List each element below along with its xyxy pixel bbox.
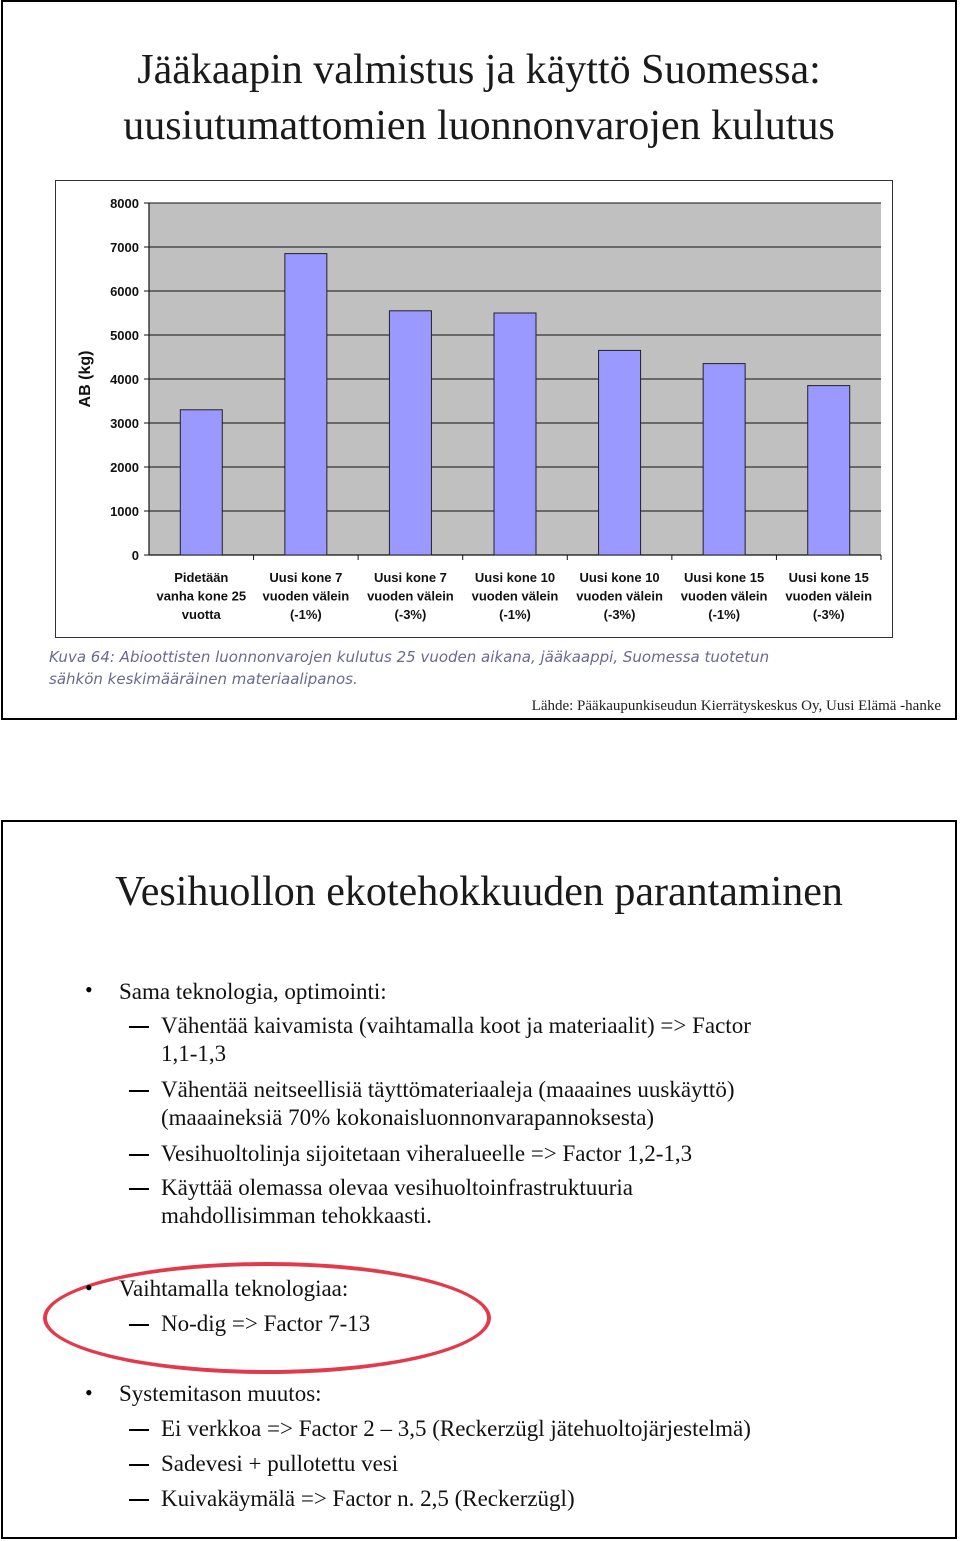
- x-tick-label: vuoden välein: [262, 588, 350, 604]
- dash-icon: [129, 1026, 149, 1028]
- x-tick-label: vuoden välein: [576, 588, 663, 604]
- y-tick-label: 5000: [110, 328, 139, 343]
- y-tick-label: 7000: [110, 240, 139, 255]
- bullet-item-3: Systemitason muutos:: [119, 1381, 322, 1406]
- sub-item-line: Käyttää olemassa olevaa vesihuoltoinfrastruktuuria: [161, 1175, 633, 1200]
- y-tick-label: 8000: [110, 196, 139, 211]
- x-tick-label: (-1%): [499, 607, 531, 622]
- bar: [599, 350, 641, 555]
- x-tick-label: (-3%): [812, 607, 845, 622]
- slide-1: [1, 0, 957, 720]
- slide-2: [1, 820, 957, 1539]
- sub-item-line: Vähentää neitseellisiä täyttömateriaaleja (maaaines uuskäyttö): [161, 1077, 735, 1102]
- slide-1-title-line-1: Jääkaapin valmistus ja käyttö Suomessa:: [137, 47, 821, 93]
- x-tick-label: vuoden välein: [471, 588, 559, 604]
- bullet-item-1: Sama teknologia, optimointi:: [119, 979, 387, 1004]
- x-tick-label: vuoden välein: [680, 588, 768, 604]
- x-tick-label: (-3%): [394, 607, 427, 622]
- x-tick-label: Uusi kone 10: [579, 570, 660, 585]
- dash-icon: [129, 1154, 149, 1156]
- y-tick-label: 0: [131, 548, 139, 563]
- bullet-icon: •: [85, 977, 93, 1002]
- sub-item-line: Kuivakäymälä => Factor n. 2,5 (Reckerzügl): [161, 1486, 575, 1511]
- y-tick-label: 1000: [110, 504, 139, 519]
- x-tick-label: Uusi kone 7: [269, 570, 343, 585]
- sub-item-1-3: [161, 1140, 861, 1168]
- bar: [285, 254, 327, 555]
- x-tick-label: Pidetään: [174, 570, 229, 585]
- bullet-icon: •: [85, 1380, 93, 1405]
- dash-icon: [129, 1499, 149, 1501]
- dash-icon: [129, 1090, 149, 1092]
- sub-item-1-1: [161, 1012, 861, 1068]
- x-tick-label: vuoden välein: [785, 588, 873, 604]
- sub-item-line: Sadevesi + pullotettu vesi: [161, 1451, 399, 1476]
- x-tick-label: vuoden välein: [367, 588, 454, 604]
- x-tick-label: Uusi kone 10: [474, 570, 556, 585]
- sub-item-1-4: [161, 1174, 861, 1230]
- x-tick-label: Uusi kone 15: [684, 570, 765, 585]
- source-note: Lähde: Pääkaupunkiseudun Kierrätyskeskus Oy, Uusi Elämä -hanke: [531, 698, 941, 714]
- sub-item-line: (maaaineksiä 70% kokonaisluonnonvarapannoksesta): [161, 1105, 655, 1130]
- sub-item-line: 1,1-1,3: [161, 1041, 227, 1066]
- bar: [703, 364, 745, 555]
- sub-item-line: Ei verkkoa => Factor 2 – 3,5 (Reckerzügl jätehuoltojärjestelmä): [161, 1416, 751, 1441]
- y-axis-title: AB (kg): [77, 350, 94, 408]
- dash-icon: [129, 1429, 149, 1431]
- bar: [494, 313, 536, 555]
- bar: [180, 410, 222, 555]
- sub-item-line: mahdollisimman tehokkaasti.: [161, 1203, 432, 1228]
- sub-item-2-1: [161, 1310, 861, 1338]
- bar: [389, 311, 431, 555]
- bullet-icon: •: [85, 1275, 93, 1300]
- slide-2-title: Vesihuollon ekotehokkuuden parantaminen: [115, 869, 843, 915]
- slide-1-title: [3, 42, 955, 154]
- dash-icon: [129, 1188, 149, 1190]
- caption-line-1: Kuva 64: Abioottisten luonnonvarojen kulutus 25 vuoden aikana, jääkaappi, Suomessa tuotetun: [49, 648, 770, 666]
- x-tick-label: (-3%): [603, 607, 636, 622]
- x-tick-label: Uusi kone 7: [373, 570, 447, 585]
- sub-item-line: Vähentää kaivamista (vaihtamalla koot ja materiaalit) => Factor: [161, 1013, 751, 1038]
- y-tick-label: 4000: [110, 372, 139, 387]
- sub-item-3-3: [161, 1485, 861, 1513]
- bar-chart: [56, 181, 892, 637]
- sub-item-3-2: [161, 1450, 861, 1478]
- y-tick-label: 3000: [110, 416, 139, 431]
- x-tick-label: vanha kone 25: [156, 588, 247, 604]
- x-tick-label: Uusi kone 15: [788, 570, 869, 585]
- x-tick-label: vuotta: [181, 607, 221, 622]
- sub-item-1-2: [161, 1076, 861, 1132]
- dash-icon: [129, 1464, 149, 1466]
- x-tick-label: (-1%): [289, 607, 322, 622]
- dash-icon: [129, 1324, 149, 1326]
- caption-line-2: sähkön keskimääräinen materiaalipanos.: [49, 670, 358, 688]
- x-tick-label: (-1%): [708, 607, 741, 622]
- bullet-item-2: Vaihtamalla teknologiaa:: [119, 1276, 349, 1301]
- y-tick-label: 6000: [110, 284, 139, 299]
- sub-item-3-1: [161, 1415, 861, 1443]
- figure-caption: [49, 646, 869, 690]
- bar: [808, 386, 850, 555]
- sub-item-line: Vesihuoltolinja sijoitetaan viheralueelle => Factor 1,2-1,3: [161, 1141, 693, 1166]
- y-tick-label: 2000: [110, 460, 139, 475]
- sub-item-line: No-dig => Factor 7-13: [161, 1311, 371, 1336]
- chart-frame: [55, 180, 893, 638]
- slide-1-title-line-2: uusiutumattomien luonnonvarojen kulutus: [123, 103, 835, 149]
